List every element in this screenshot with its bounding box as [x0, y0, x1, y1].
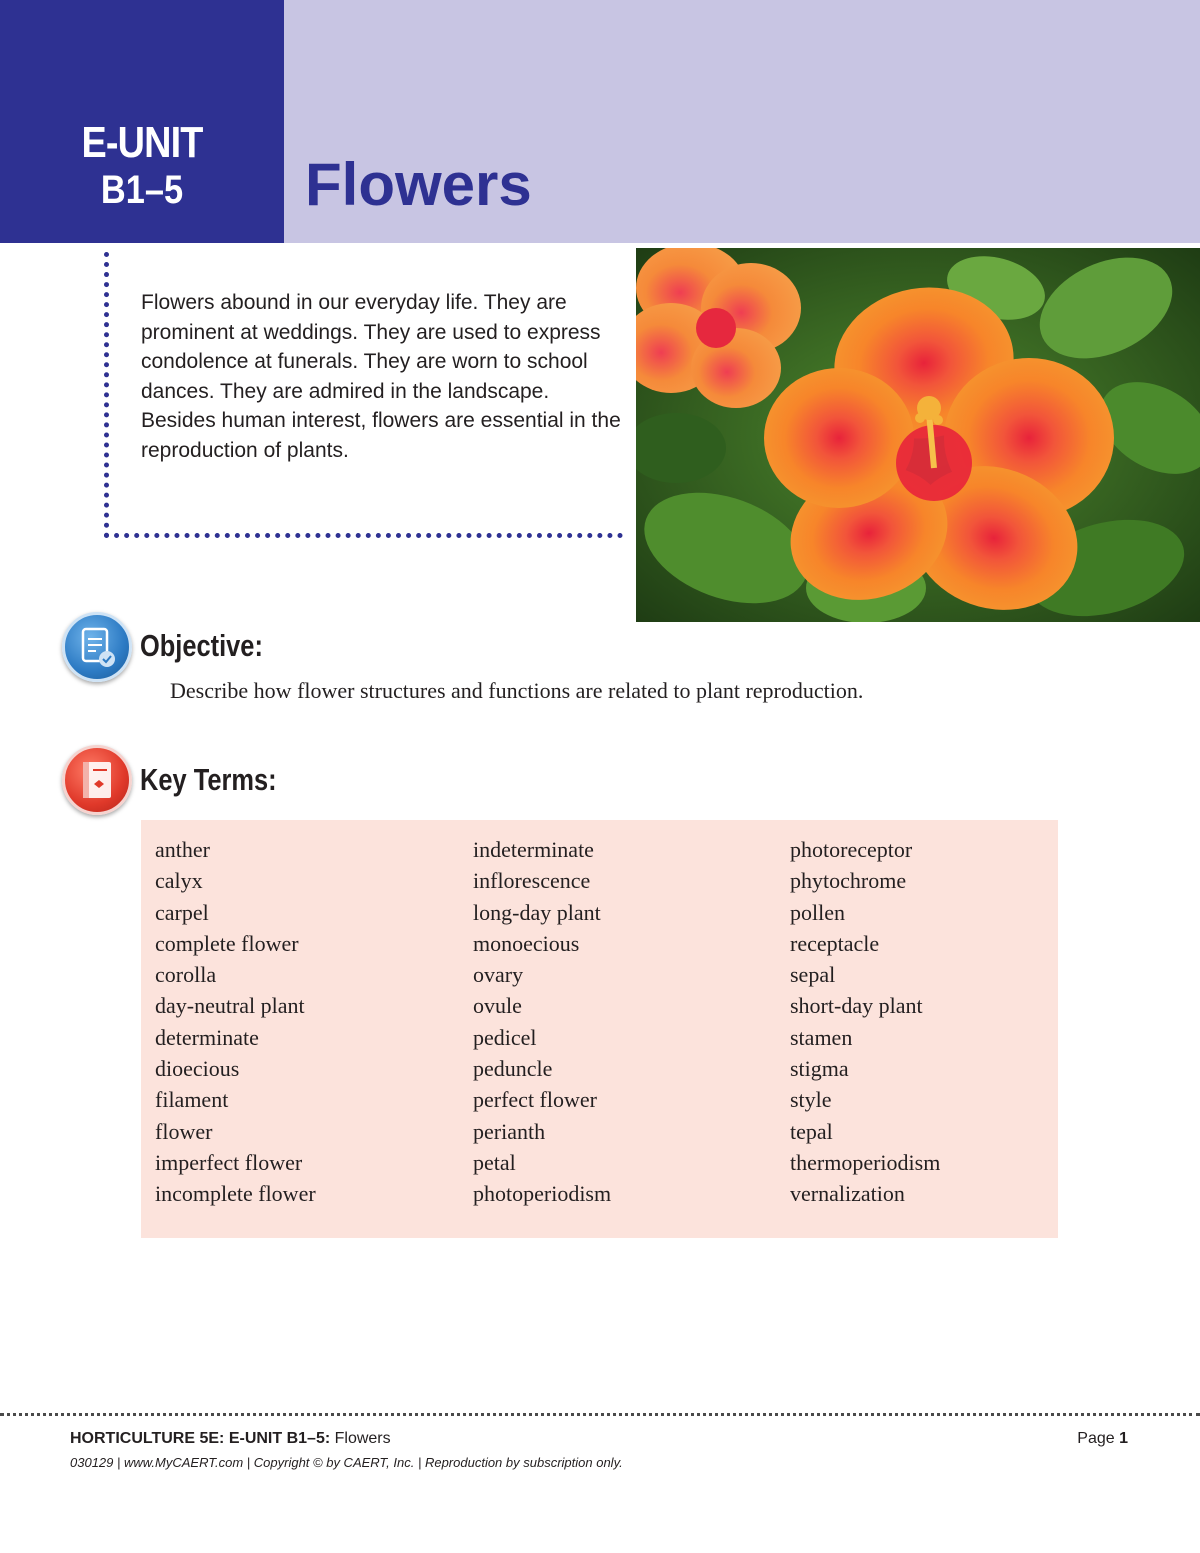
key-term: incomplete flower — [155, 1181, 316, 1207]
key-term: pedicel — [473, 1024, 537, 1050]
key-term: flower — [155, 1118, 213, 1144]
key-terms-box — [141, 820, 1058, 1238]
clipboard-check-icon — [62, 612, 132, 682]
page-title: Flowers — [305, 151, 532, 218]
key-term: carpel — [155, 899, 209, 925]
key-term: short-day plant — [790, 993, 923, 1019]
unit-label-line2: B1–5 — [100, 168, 184, 212]
key-term: tepal — [790, 1118, 833, 1144]
objective-heading: Objective: — [140, 628, 263, 663]
key-term: sepal — [790, 962, 836, 988]
key-terms-heading: Key Terms: — [140, 762, 277, 797]
key-term: indeterminate — [473, 837, 594, 862]
key-term: style — [790, 1087, 832, 1113]
key-term: inflorescence — [473, 868, 591, 894]
key-term: ovary — [473, 962, 524, 988]
footer-copyright: 030129 | www.MyCAERT.com | Copyright © by CAERT, Inc. | Reproduction by subscription only. — [70, 1455, 623, 1470]
key-term: perianth — [473, 1118, 546, 1144]
unit-label-line1: E-UNIT — [81, 118, 203, 167]
key-term: thermoperiodism — [790, 1149, 941, 1175]
key-term: ovule — [473, 993, 522, 1019]
footer-unit-name: Flowers — [334, 1430, 391, 1447]
key-term: monoecious — [473, 930, 580, 956]
book-icon — [62, 745, 132, 815]
key-term: day-neutral plant — [155, 993, 305, 1019]
footer-divider — [0, 1413, 1200, 1416]
key-term: dioecious — [155, 1056, 240, 1082]
key-term: long-day plant — [473, 899, 601, 925]
key-term: phytochrome — [790, 868, 907, 894]
key-term: imperfect flower — [155, 1149, 303, 1175]
key-term: calyx — [155, 868, 203, 894]
key-term: anther — [155, 837, 210, 862]
key-term: peduncle — [473, 1056, 553, 1082]
footer-page-number — [1077, 1430, 1128, 1448]
footer-course: HORTICULTURE 5E: E-UNIT B1–5: — [70, 1430, 331, 1447]
key-term: photoperiodism — [473, 1181, 612, 1207]
objective-text: Describe how flower structures and functions are related to plant reproduction. — [170, 678, 864, 703]
key-terms-column-1 — [155, 834, 316, 1210]
key-term: complete flower — [155, 930, 299, 956]
key-term: corolla — [155, 962, 217, 988]
key-term: filament — [155, 1087, 229, 1113]
unit-label-box — [0, 0, 284, 243]
key-term: determinate — [155, 1024, 259, 1050]
key-term: receptacle — [790, 930, 880, 956]
hibiscus-photo — [636, 248, 1200, 622]
footer-course-title — [70, 1430, 391, 1448]
key-term: stigma — [790, 1056, 849, 1082]
footer-page-value: 1 — [1119, 1430, 1128, 1447]
key-term: stamen — [790, 1024, 853, 1050]
key-term: photoreceptor — [790, 837, 913, 862]
key-terms-column-2 — [473, 834, 611, 1210]
key-term: petal — [473, 1149, 516, 1175]
footer-page-label: Page — [1077, 1430, 1115, 1447]
intro-paragraph: Flowers abound in our everyday life. They are prominent at weddings. They are used to express condolence at funerals. They are worn to school dances. They are admired in the landscape. Besides human interest, flowers are essential in the reproduction of plants. — [141, 291, 621, 462]
key-terms-column-3 — [790, 834, 940, 1210]
key-term: perfect flower — [473, 1087, 597, 1113]
key-term: pollen — [790, 899, 845, 925]
key-term: vernalization — [790, 1181, 905, 1207]
